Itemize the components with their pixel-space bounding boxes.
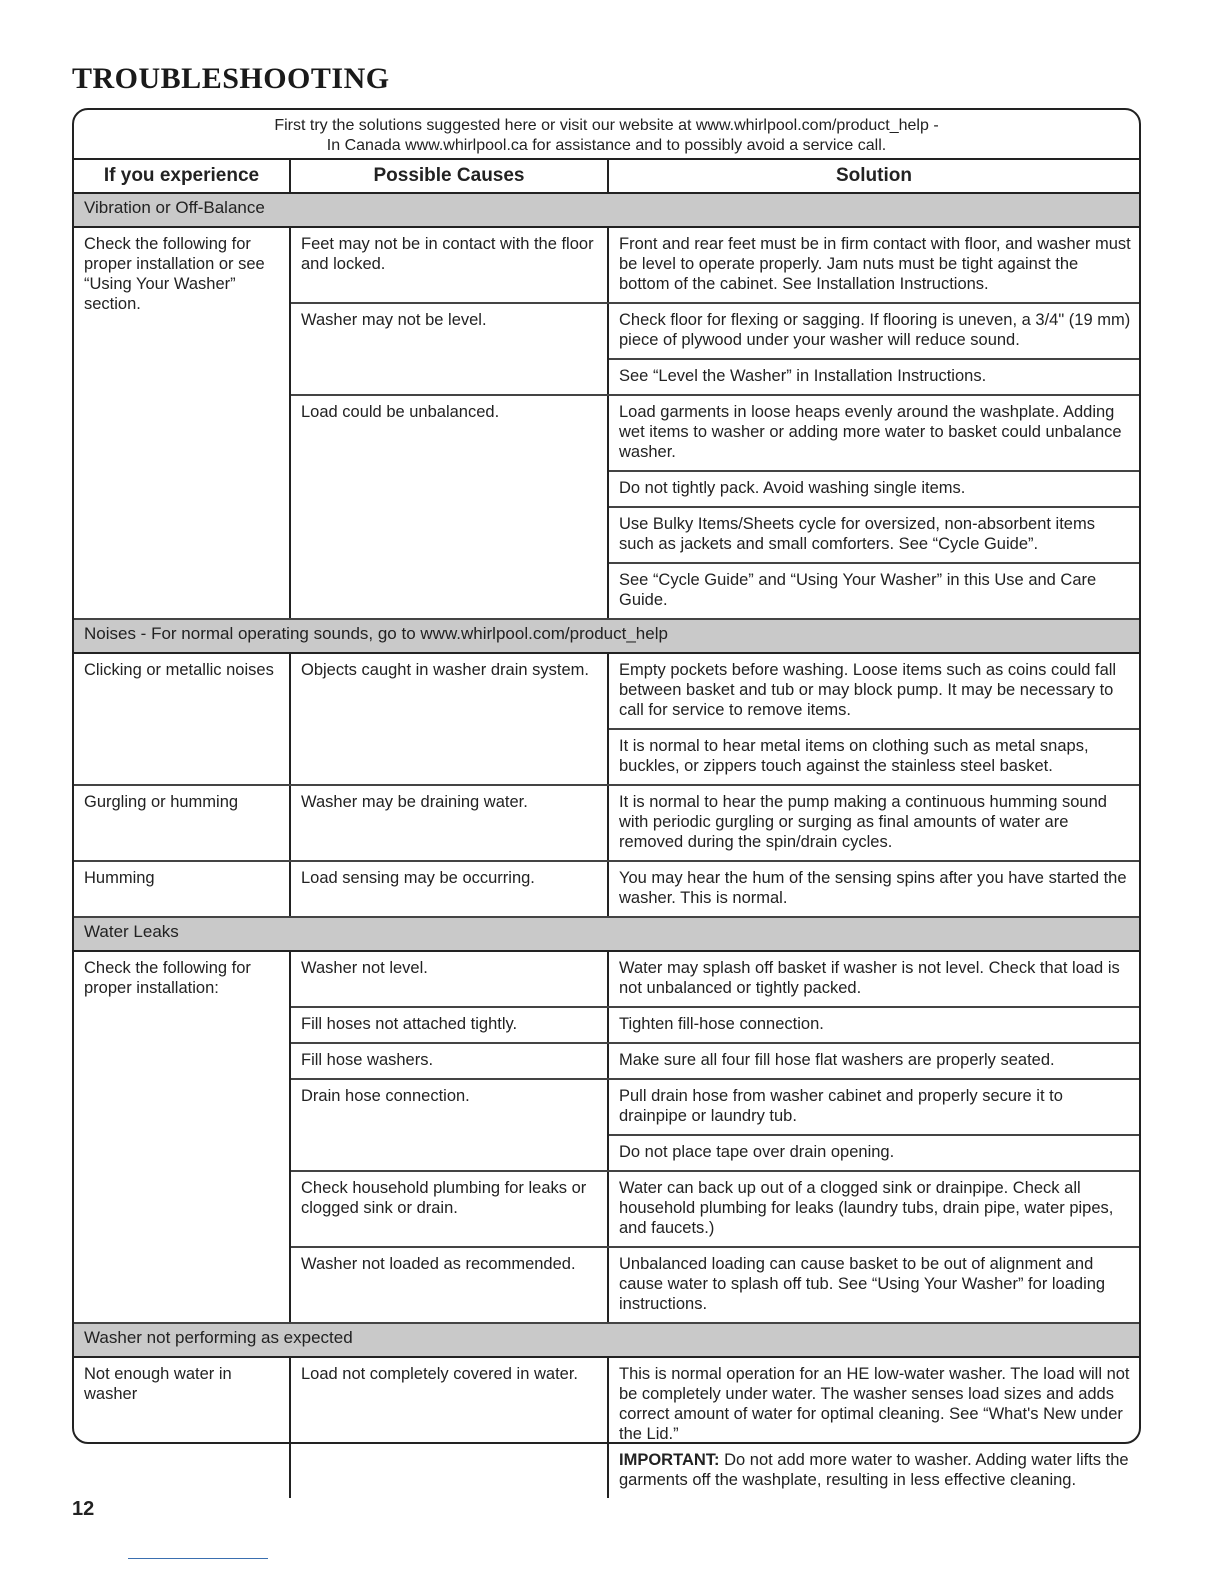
- important-note: [619, 1450, 1131, 1490]
- table-row: [74, 653, 1139, 729]
- header-row: [74, 160, 1139, 193]
- important-label: IMPORTANT:: [619, 1451, 720, 1469]
- table-row: [74, 951, 1139, 1007]
- cause-cell: Load sensing may be occurring.: [290, 861, 608, 917]
- solution-cell: Water can back up out of a clogged sink or drainpipe. Check all household plumbing for leaks (laundry tubs, drain pipe, water pipes, and faucets.): [608, 1171, 1139, 1247]
- experience-cell: Clicking or metallic noises: [74, 653, 290, 785]
- table-row: [74, 861, 1139, 917]
- solution-cell: Tighten fill-hose connection.: [608, 1007, 1139, 1043]
- cause-cell: Load could be unbalanced.: [290, 395, 608, 619]
- cause-cell: Fill hose washers.: [290, 1043, 608, 1079]
- table-row: [74, 785, 1139, 861]
- solution-cell: Make sure all four fill hose flat washers are properly seated.: [608, 1043, 1139, 1079]
- cause-cell: Washer not level.: [290, 951, 608, 1007]
- cause-cell: Washer may not be level.: [290, 303, 608, 395]
- solution-cell: Do not tightly pack. Avoid washing single items.: [608, 471, 1139, 507]
- cause-cell: Objects caught in washer drain system.: [290, 653, 608, 785]
- intro-line-1: First try the solutions suggested here or visit our website at www.whirlpool.com/product_help -: [274, 117, 939, 134]
- header-solution: Solution: [608, 160, 1139, 193]
- section-title-noises: Noises - For normal operating sounds, go to www.whirlpool.com/product_help: [74, 619, 1139, 653]
- page-title: TROUBLESHOOTING: [72, 62, 390, 95]
- section-header: [74, 619, 1139, 653]
- solution-cell: Load garments in loose heaps evenly around the washplate. Adding wet items to washer or adding more water to basket could unbalance washer.: [608, 395, 1139, 471]
- experience-cell: Check the following for proper installation or see “Using Your Washer” section.: [74, 227, 290, 619]
- solution-cell: You may hear the hum of the sensing spins after you have started the washer. This is normal.: [608, 861, 1139, 917]
- cause-cell: Load not completely covered in water.: [290, 1357, 608, 1498]
- troubleshooting-table-frame: [72, 108, 1141, 1489]
- table-row: [74, 1357, 1139, 1498]
- solution-cell: [608, 1357, 1139, 1498]
- experience-cell: Humming: [74, 861, 290, 917]
- troubleshooting-table: [74, 160, 1139, 1498]
- solution-cell: See “Cycle Guide” and “Using Your Washer” in this Use and Care Guide.: [608, 563, 1139, 619]
- solution-cell: Empty pockets before washing. Loose items such as coins could fall between basket and tub or may block pump. It may be necessary to call for service to remove items.: [608, 653, 1139, 729]
- solution-cell: Check floor for flexing or sagging. If flooring is uneven, a 3/4" (19 mm) piece of plywood under your washer will reduce sound.: [608, 303, 1139, 359]
- section-title-performing: Washer not performing as expected: [74, 1323, 1139, 1357]
- important-text: Do not add more water to washer. Adding water lifts the garments off the washplate, resulting in less effective cleaning.: [619, 1451, 1129, 1489]
- cause-cell: Washer may be draining water.: [290, 785, 608, 861]
- solution-cell: Use Bulky Items/Sheets cycle for oversized, non-absorbent items such as jackets and small comforters. See “Cycle Guide”.: [608, 507, 1139, 563]
- solution-cell: Front and rear feet must be in firm contact with floor, and washer must be level to operate properly. Jam nuts must be tight against the bottom of the cabinet. See Installation Instructions.: [608, 227, 1139, 303]
- experience-cell: Not enough water in washer: [74, 1357, 290, 1498]
- experience-cell: Gurgling or humming: [74, 785, 290, 861]
- cause-cell: Drain hose connection.: [290, 1079, 608, 1171]
- solution-cell: It is normal to hear metal items on clothing such as metal snaps, buckles, or zippers touch against the stainless steel basket.: [608, 729, 1139, 785]
- solution-cell: Pull drain hose from washer cabinet and properly secure it to drainpipe or laundry tub.: [608, 1079, 1139, 1135]
- intro-line-2: In Canada www.whirlpool.ca for assistance and to possibly avoid a service call.: [326, 137, 887, 154]
- solution-cell: See “Level the Washer” in Installation Instructions.: [608, 359, 1139, 395]
- section-header: [74, 193, 1139, 227]
- solution-cell: Do not place tape over drain opening.: [608, 1135, 1139, 1171]
- cause-cell: Fill hoses not attached tightly.: [290, 1007, 608, 1043]
- header-causes: Possible Causes: [290, 160, 608, 193]
- solution-cell: Unbalanced loading can cause basket to be out of alignment and cause water to splash off tub. See “Using Your Washer” for loading instructions.: [608, 1247, 1139, 1323]
- section-title-water-leaks: Water Leaks: [74, 917, 1139, 951]
- section-title-vibration: Vibration or Off-Balance: [74, 193, 1139, 227]
- cause-cell: Feet may not be in contact with the floor and locked.: [290, 227, 608, 303]
- solution-cell: It is normal to hear the pump making a continuous humming sound with periodic gurgling or surging as final amounts of water are removed during the spin/drain cycles.: [608, 785, 1139, 861]
- section-header: [74, 917, 1139, 951]
- table-row: [74, 227, 1139, 303]
- section-header: [74, 1323, 1139, 1357]
- footer-rule: [128, 1558, 268, 1559]
- cause-cell: Washer not loaded as recommended.: [290, 1247, 608, 1323]
- page-number: 12: [72, 1498, 95, 1520]
- experience-cell: Check the following for proper installation:: [74, 951, 290, 1323]
- cause-cell: Check household plumbing for leaks or clogged sink or drain.: [290, 1171, 608, 1247]
- solution-text: This is normal operation for an HE low-water washer. The load will not be completely under water. The washer senses load sizes and adds correct amount of water for optimal cleaning. See “What's New under the Lid.”: [619, 1365, 1130, 1443]
- intro-note: [74, 110, 1139, 160]
- solution-cell: Water may splash off basket if washer is not level. Check that load is not unbalanced or tightly packed.: [608, 951, 1139, 1007]
- header-experience: If you experience: [74, 160, 290, 193]
